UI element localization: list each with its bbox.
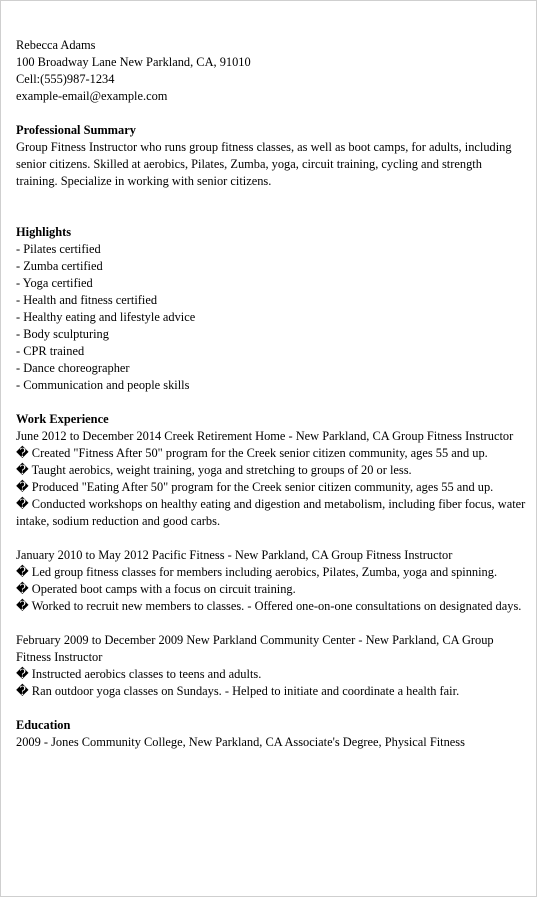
- highlight-item: - Pilates certified: [16, 242, 101, 256]
- job-bullet: � Operated boot camps with a focus on circuit training.: [16, 582, 296, 596]
- job-entry: [16, 547, 526, 615]
- education-heading: Education: [16, 718, 71, 732]
- summary-heading: Professional Summary: [16, 123, 136, 137]
- job-bullet: � Led group fitness classes for members including aerobics, Pilates, Zumba, yoga and spinning.: [16, 565, 498, 579]
- job-bullet: � Worked to recruit new members to classes. - Offered one-on-one consultations on designated days.: [16, 599, 522, 613]
- job-entry: [16, 632, 526, 700]
- highlights-section: [16, 224, 526, 394]
- highlight-item: - Zumba certified: [16, 259, 103, 273]
- highlight-item: - Dance choreographer: [16, 361, 130, 375]
- highlights-heading: Highlights: [16, 225, 72, 239]
- highlight-item: - CPR trained: [16, 344, 85, 358]
- highlight-item: - Health and fitness certified: [16, 293, 158, 307]
- highlight-item: - Communication and people skills: [16, 378, 190, 392]
- work-section: [16, 411, 526, 700]
- contact-email: example-email@example.com: [16, 89, 168, 103]
- summary-text: Group Fitness Instructor who runs group fitness classes, as well as boot camps, for adults, including senior citizens. Skilled at aerobics, Pilates, Zumba, yoga, circuit training, cycling and strength training. Specialize in working with senior citizens.: [16, 140, 512, 188]
- contact-block: [16, 37, 526, 105]
- contact-name: Rebecca Adams: [16, 38, 96, 52]
- education-section: [16, 717, 526, 751]
- summary-section: [16, 122, 526, 190]
- contact-address: 100 Broadway Lane New Parkland, CA, 91010: [16, 55, 251, 69]
- job-bullet: � Ran outdoor yoga classes on Sundays. - Helped to initiate and coordinate a health fair.: [16, 684, 460, 698]
- work-heading: Work Experience: [16, 412, 109, 426]
- job-bullet: � Created "Fitness After 50" program for the Creek senior citizen community, ages 55 and up.: [16, 446, 488, 460]
- job-bullet: � Produced "Eating After 50" program for the Creek senior citizen community, ages 55 and up.: [16, 480, 494, 494]
- highlight-item: - Healthy eating and lifestyle advice: [16, 310, 196, 324]
- job-bullet: � Conducted workshops on healthy eating and digestion and metabolism, including fiber focus, water intake, sodium reduction and good carbs.: [16, 497, 526, 528]
- job-entry: [16, 428, 526, 530]
- job-title: January 2010 to May 2012 Pacific Fitness - New Parkland, CA Group Fitness Instructor: [16, 548, 453, 562]
- highlight-item: - Yoga certified: [16, 276, 93, 290]
- job-bullet: � Instructed aerobics classes to teens and adults.: [16, 667, 262, 681]
- highlight-item: - Body sculpturing: [16, 327, 109, 341]
- job-bullet: � Taught aerobics, weight training, yoga and stretching to groups of 20 or less.: [16, 463, 412, 477]
- contact-cell: Cell:(555)987-1234: [16, 72, 115, 86]
- job-title: June 2012 to December 2014 Creek Retirement Home - New Parkland, CA Group Fitness Instructor: [16, 429, 514, 443]
- job-title: February 2009 to December 2009 New Parkland Community Center - New Parkland, CA Group Fitness Instructor: [16, 633, 494, 664]
- education-text: 2009 - Jones Community College, New Parkland, CA Associate's Degree, Physical Fitness: [16, 735, 465, 749]
